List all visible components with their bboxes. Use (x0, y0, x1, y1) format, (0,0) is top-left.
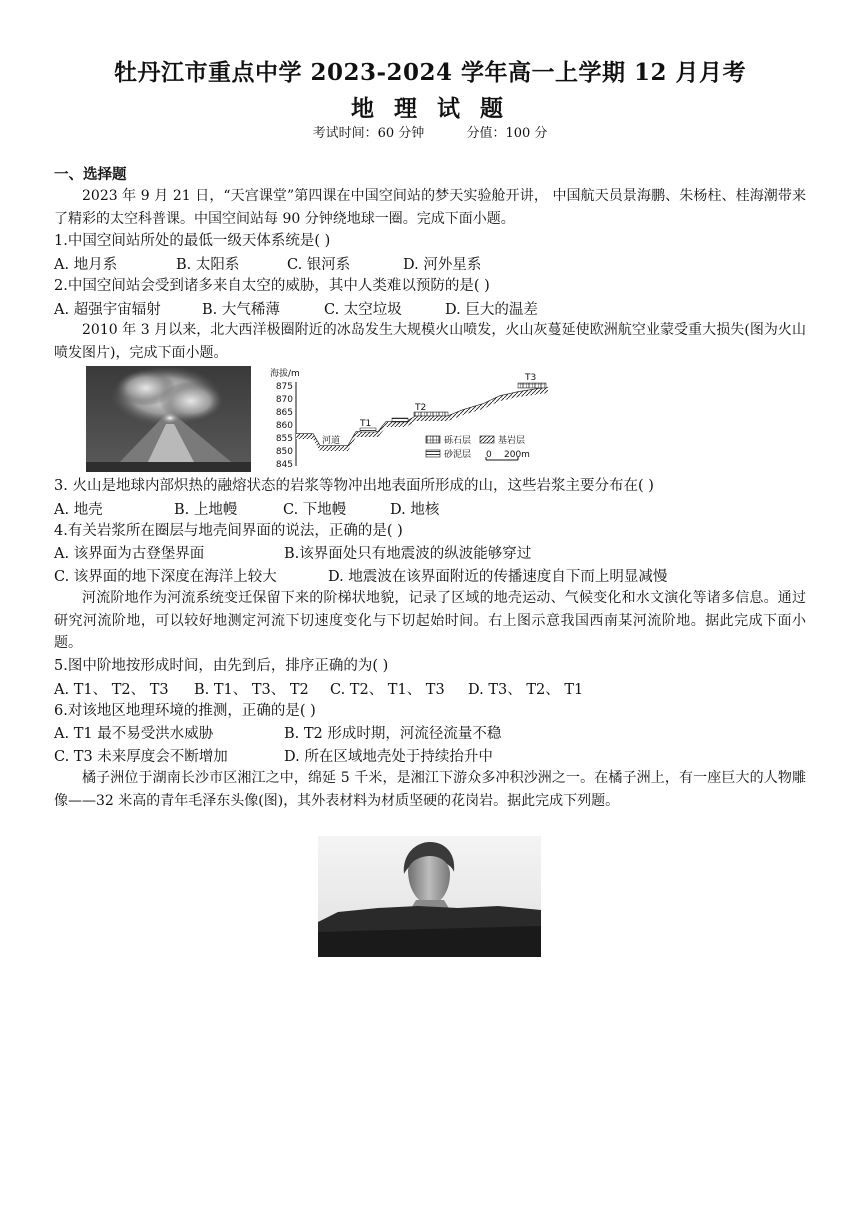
exam-time: 考试时间：60 分钟 (312, 126, 425, 141)
option: C. 银河系 (287, 257, 351, 273)
option: A. 该界面为古登堡界面 (54, 546, 205, 562)
option: D. 所在区域地壳处于持续抬升中 (284, 749, 493, 765)
option: B. T2 形成时期，河流径流量不稳 (284, 726, 502, 742)
option: D. 巨大的温差 (445, 302, 538, 318)
option: B. T1、 T3、 T2 (194, 682, 309, 698)
legend-gravel: 砾石层 (444, 436, 472, 446)
y-axis-label: 海拔/m (270, 369, 300, 379)
option: B. 太阳系 (176, 257, 240, 273)
option: A. 地壳 (54, 502, 103, 518)
terrace-t3-label: T3 (525, 373, 537, 383)
scale-zero: 0 (486, 450, 492, 460)
volcano-photo (86, 366, 251, 472)
question-1-options (54, 253, 481, 274)
option: C. T2、 T1、 T3 (330, 682, 445, 698)
option: D. 河外星系 (403, 257, 482, 273)
passage-space-station: 2023 年 9 月 21 日，“天宫课堂”第四课在中国空间站的梦天实验舱开讲， 中国航天员景海鹏、朱杨柱、桂海潮带来了精彩的太空科普课。中国空间站每 90 分钟绕地球一圈。完成下面小题。 (54, 188, 806, 227)
question-2-options (54, 298, 538, 319)
y-tick: 875 (275, 382, 293, 392)
option: A. T1、 T2、 T3 (54, 682, 169, 698)
y-tick: 850 (275, 447, 293, 457)
question-4-options-row1 (54, 542, 531, 563)
subject-title: 地 理 试 题 (350, 95, 510, 122)
exam-score: 分值：100 分 (466, 126, 548, 141)
question-6-options-row2 (54, 745, 493, 766)
y-tick: 845 (275, 460, 293, 470)
option: A. 超强宇宙辐射 (54, 302, 161, 318)
scale-end: 200m (504, 450, 530, 460)
y-tick: 855 (275, 434, 293, 444)
question-3-stem: 3. 火山是地球内部炽热的融熔状态的岩浆等物冲出地表面所形成的山，这些岩浆主要分布在( ) (54, 478, 654, 494)
option: D. T3、 T2、 T1 (468, 682, 584, 698)
legend-sand-mud: 砂泥层 (444, 450, 472, 460)
option: A. 地月系 (54, 257, 118, 273)
question-6-options-row1 (54, 722, 501, 743)
y-tick: 865 (275, 408, 293, 418)
passage-orange-isle: 橘子洲位于湖南长沙市区湘江之中，绵延 5 千米，是湘江下游众多冲积沙洲之一。在橘子洲上，有一座巨大的人物雕像——32 米高的青年毛泽东头像(图)，其外表材料为材质坚硬的花岗岩。据此完成下列题。 (54, 770, 806, 809)
terrace-t1-label: T1 (360, 419, 372, 429)
exam-meta (0, 122, 860, 141)
river-label: 河道 (322, 436, 341, 446)
legend-bedrock: 基岩层 (498, 436, 526, 446)
option: A. T1 最不易受洪水威胁 (54, 726, 214, 742)
option: D. 地震波在该界面附近的传播速度自下而上明显减慢 (328, 569, 668, 585)
y-tick: 860 (275, 421, 293, 431)
question-3-options (54, 498, 439, 519)
option: C. T3 未来厚度会不断增加 (54, 749, 228, 765)
y-tick: 870 (275, 395, 293, 405)
option: B.该界面处只有地震波的纵波能够穿过 (284, 546, 532, 562)
question-1-stem: 1.中国空间站所处的最低一级天体系统是( ) (54, 233, 331, 249)
question-6-stem: 6.对该地区地理环境的推测，正确的是( ) (54, 703, 316, 719)
question-2-stem: 2.中国空间站会受到诸多来自太空的威胁，其中人类难以预防的是( ) (54, 278, 490, 294)
question-4-options-row2 (54, 565, 667, 586)
question-5-options (54, 678, 583, 699)
option: C. 太空垃圾 (324, 302, 402, 318)
option: B. 大气稀薄 (202, 302, 280, 318)
option: C. 下地幔 (283, 502, 347, 518)
question-4-stem: 4.有关岩浆所在圈层与地壳间界面的说法，正确的是( ) (54, 523, 403, 539)
passage-volcano: 2010 年 3 月以来，北大西洋极圈附近的冰岛发生大规模火山喷发，火山灰蔓延使欧洲航空业蒙受重大损失(图为火山喷发图片)，完成下面小题。 (54, 322, 806, 361)
section-heading: 一、选择题 (54, 166, 127, 183)
passage-river-terrace: 河流阶地作为河流系统变迁保留下来的阶梯状地貌，记录了区域的地壳运动、气候变化和水文演化等诸多信息。通过研究河流阶地，可以较好地测定河流下切速度变化与下切起始时间。右上图示意我国西南某河流阶地。据此完成下面小题。 (54, 590, 806, 651)
option: C. 该界面的地下深度在海洋上较大 (54, 569, 277, 585)
exam-title: 牡丹江市重点中学 2023-2024 学年高一上学期 12 月月考 (113, 59, 747, 86)
question-5-stem: 5.图中阶地按形成时间，由先到后，排序正确的为( ) (54, 658, 389, 674)
statue-photo (318, 836, 541, 957)
option: D. 地核 (390, 502, 440, 518)
option: B. 上地幔 (174, 502, 238, 518)
river-terrace-diagram (268, 366, 558, 474)
terrace-t2-label: T2 (415, 403, 427, 413)
